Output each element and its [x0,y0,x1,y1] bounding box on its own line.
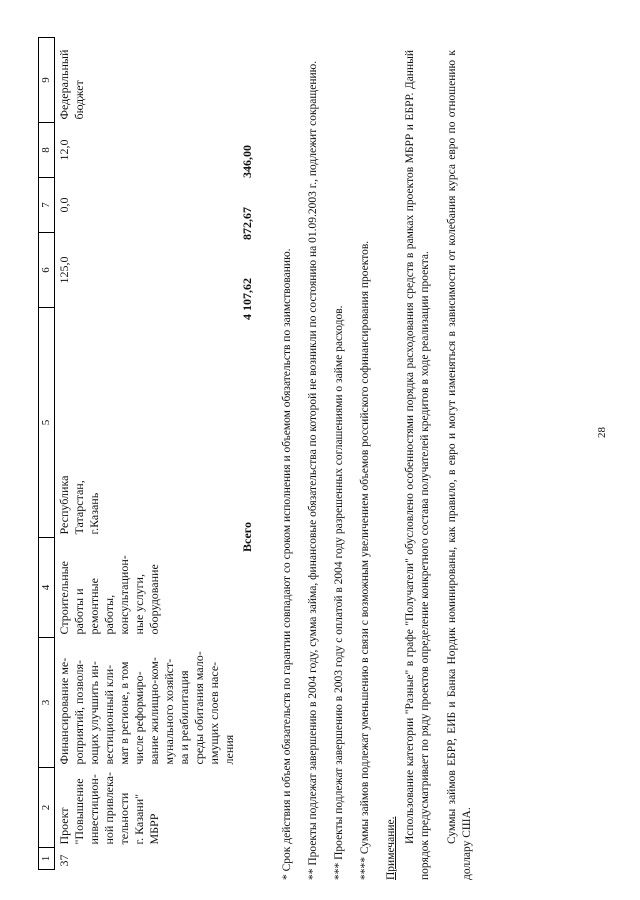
footnote-2: ** Проекты подлежат завершению в 2004 году, сумма займа, финансовые обязательства по которой не возникли по состоянию на 01.09.2003 г., подлежит сокращению. [307,60,319,880]
table-row [55,38,240,870]
footnote-3: *** Проекты подлежат завершению в 2003 году с оплатой в 2004 году разрешенных соглашениями о займе расходов. [333,305,345,880]
column-number-row [39,38,55,870]
col-header-1: 1 [39,848,55,870]
col-header-8: 8 [39,123,55,178]
totals-col7: 872,67 [240,207,254,240]
col-header-2: 2 [39,768,55,848]
project-name: Проект "Повышение инвестицион- ной привлека- тельности г. Казани" МБРР [57,772,161,845]
col-header-5: 5 [39,308,55,538]
totals-col8: 346,00 [240,145,254,178]
col-header-4: 4 [39,538,55,638]
footnote-4: **** Суммы займов подлежат уменьшению в связи с возможным увеличением объемов российского софинансирования проектов. [359,240,371,880]
notes-section [280,50,487,880]
project-description: Финансирование ме- роприятий, позволя- ющих улучшить ин- вестиционный кли- мат в регионе, в том числе реформиро- вание жилищно-ком- мунального хозяйст- ва и реабилитация среды обитания мало- имущих слоев насе- ления [57,651,236,765]
col-header-7: 7 [39,178,55,233]
totals-row [240,20,262,900]
row-number: 37 [57,854,71,867]
note-paragraph-2: Суммы займов ЕБРР, ЕИБ и Банка Нордик номинированы, как правило, в евро и могут изменяться в зависимости от колебания курса евро по отношению к доллару США. [446,50,473,880]
amount-col7: 0,0 [57,197,71,213]
project-works: Строительные работы и ремонтные работы, консультацион- ные услуги, оборудование [57,555,161,635]
rotated-page-content [0,20,600,900]
col-header-6: 6 [39,233,55,308]
totals-label: Всего [240,522,254,552]
totals-col6: 4 107,62 [240,278,254,320]
amount-col8: 12,0 [57,139,71,161]
col-header-9: 9 [39,38,55,123]
project-recipient: Республика Татарстан, г.Казань [57,475,101,535]
loan-projects-table [38,37,239,870]
footnote-1: * Срок действия и объем обязательств по гарантии совпадают со сроком исполнения и объемом обязательств по заимствованию. [281,248,293,880]
page-number: 28 [596,427,608,438]
funding-source: Федеральный бюджет [57,49,86,120]
amount-col6: 125,0 [57,256,71,284]
note-paragraph-1: Использование категории "Разные" в графе "Получатели" обусловлено особенностями порядка расходования средств в рамках проектов МБРР и ЕБРР. Данный порядок предусматривает по ряду проектов определение конкретного состава получателей кредитов в ходе реализации проекта. [404,50,431,880]
note-heading: Примечание. [385,816,397,880]
col-header-3: 3 [39,638,55,768]
